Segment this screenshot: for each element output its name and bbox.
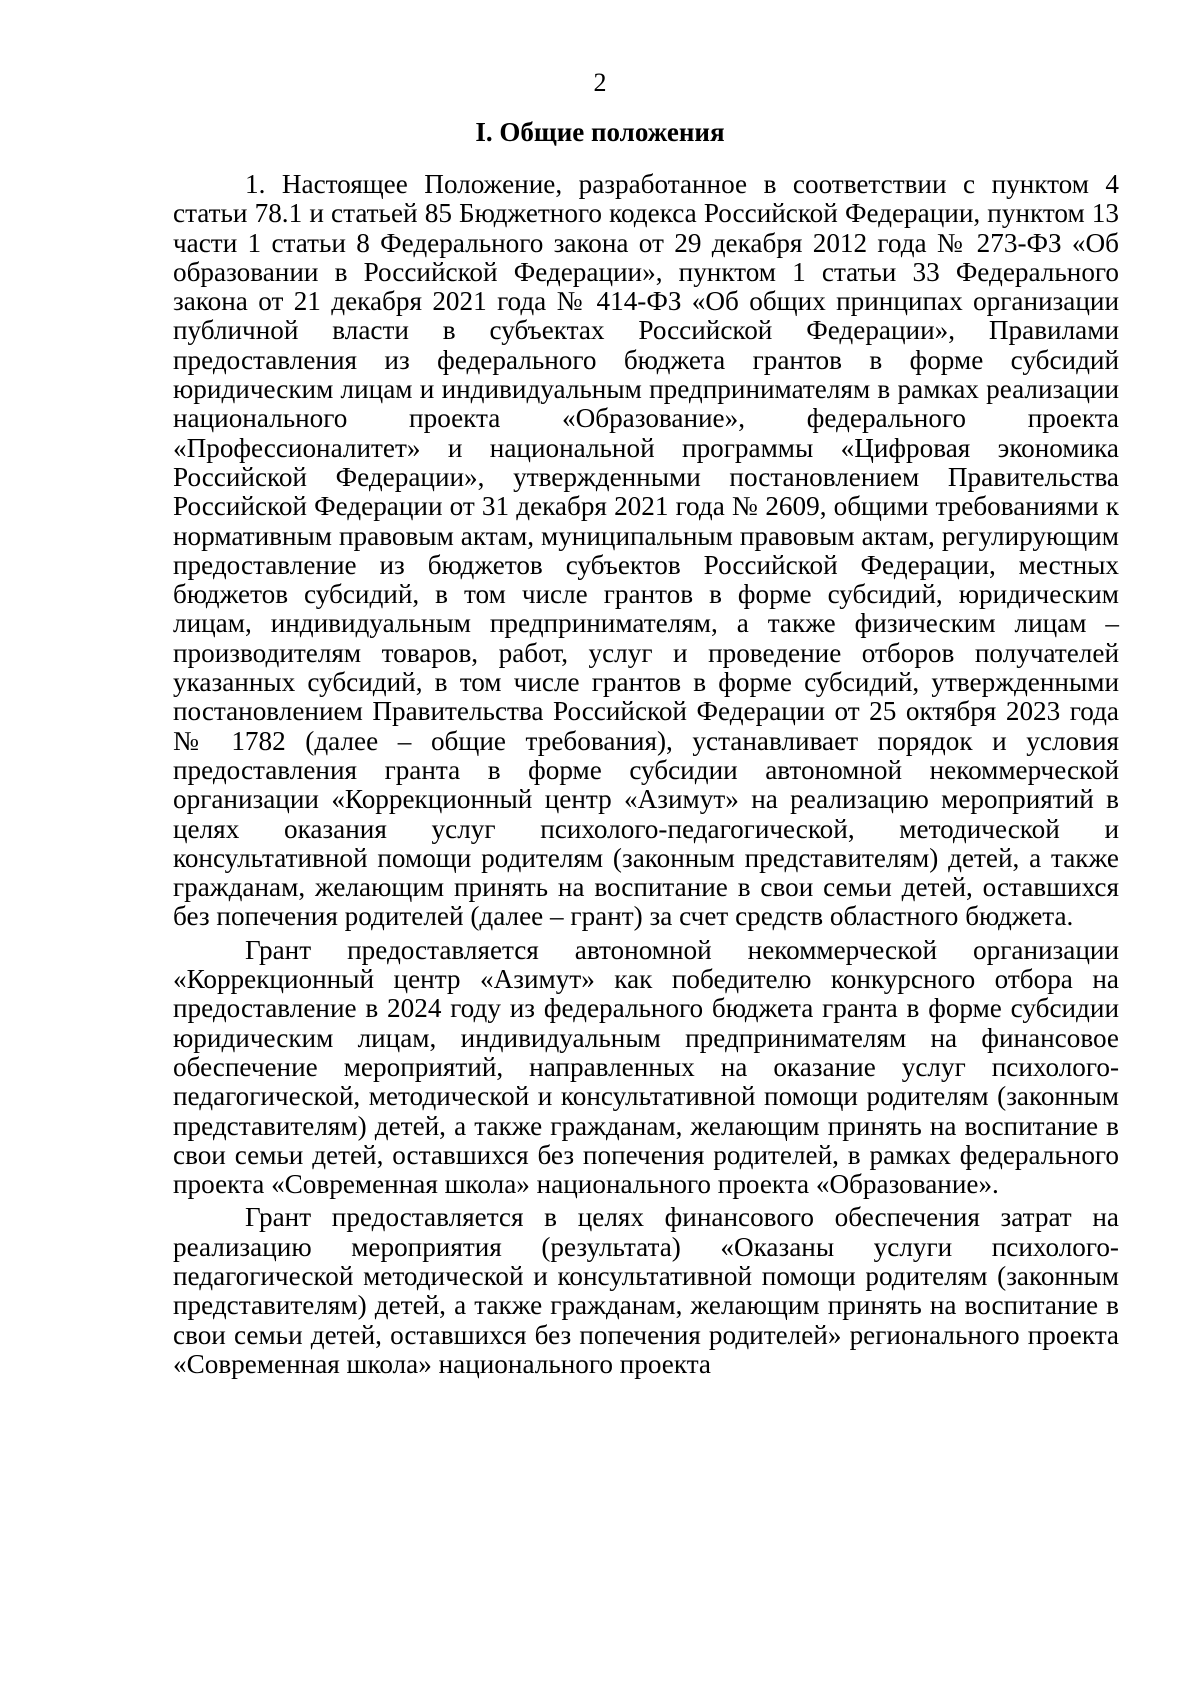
paragraph: Грант предоставляется в целях финансового обеспечения затрат на реализацию мероприятия (результата) «Оказаны услуги психолого-педагогической методической и консультативной помощи родителям (законным представителям) детей, а также гражданам, желающим принять на воспитание в свои семьи детей, оставшихся без попечения родителей» регионального проекта «Современная школа» национального проекта (173, 1202, 1119, 1379)
section-title: I. Общие положения (475, 117, 725, 147)
paragraph: 1. Настоящее Положение, разработанное в соответствии с пунктом 4 статьи 78.1 и статьей 85 Бюджетного кодекса Российской Федерации, пунктом 13 части 1 статьи 8 Федерального закона от 29 декабря 2012 года № 273-ФЗ «Об образовании в Российской Федерации», пунктом 1 статьи 33 Федерального закона от 21 декабря 2021 года № 414-ФЗ «Об общих принципах организации публичной власти в субъектах Российской Федерации», Правилами предоставления из федерального бюджета грантов в форме субсидий юридическим лицам и индивидуальным предпринимателям в рамках реализации национального проекта «Образование», федерального проекта «Профессионалитет» и национальной программы «Цифровая экономика Российской Федерации», утвержденными постановлением Правительства Российской Федерации от 31 декабря 2021 года № 2609, общими требованиями к нормативным правовым актам, муниципальным правовым актам, регулирующим предоставление из бюджетов субъектов Российской Федерации, местных бюджетов субсидий, в том числе грантов в форме субсидий, юридическим лицам, индивидуальным предпринимателям, а также физическим лицам – производителям товаров, работ, услуг и проведение отборов получателей указанных субсидий, в том числе грантов в форме субсидий, утвержденными постановлением Правительства Российской Федерации от 25 октября 2023 года № 1782 (далее – общие требования), устанавливает порядок и условия предоставления гранта в форме субсидии автономной некоммерческой организации «Коррекционный центр «Азимут» на реализацию мероприятий в целях оказания услуг психолого-педагогической, методической и консультативной помощи родителям (законным представителям) детей, а также гражданам, желающим принять на воспитание в свои семьи детей, оставшихся без попечения родителей (далее – грант) за счет средств областного бюджета. (173, 169, 1119, 932)
paragraph: Грант предоставляется автономной некоммерческой организации «Коррекционный центр «Азимут» как победителю конкурсного отбора на предоставление в 2024 году из федерального бюджета гранта в форме субсидии юридическим лицам, индивидуальным предпринимателям на финансовое обеспечение мероприятий, направленных на оказание услуг психолого-педагогической, методической и консультативной помощи родителям (законным представителям) детей, а также гражданам, желающим принять на воспитание в свои семьи детей, оставшихся без попечения родителей, в рамках федерального проекта «Современная школа» национального проекта «Образование». (173, 934, 1119, 1200)
document-body (173, 170, 1119, 1383)
page-number: 2 (593, 68, 607, 97)
